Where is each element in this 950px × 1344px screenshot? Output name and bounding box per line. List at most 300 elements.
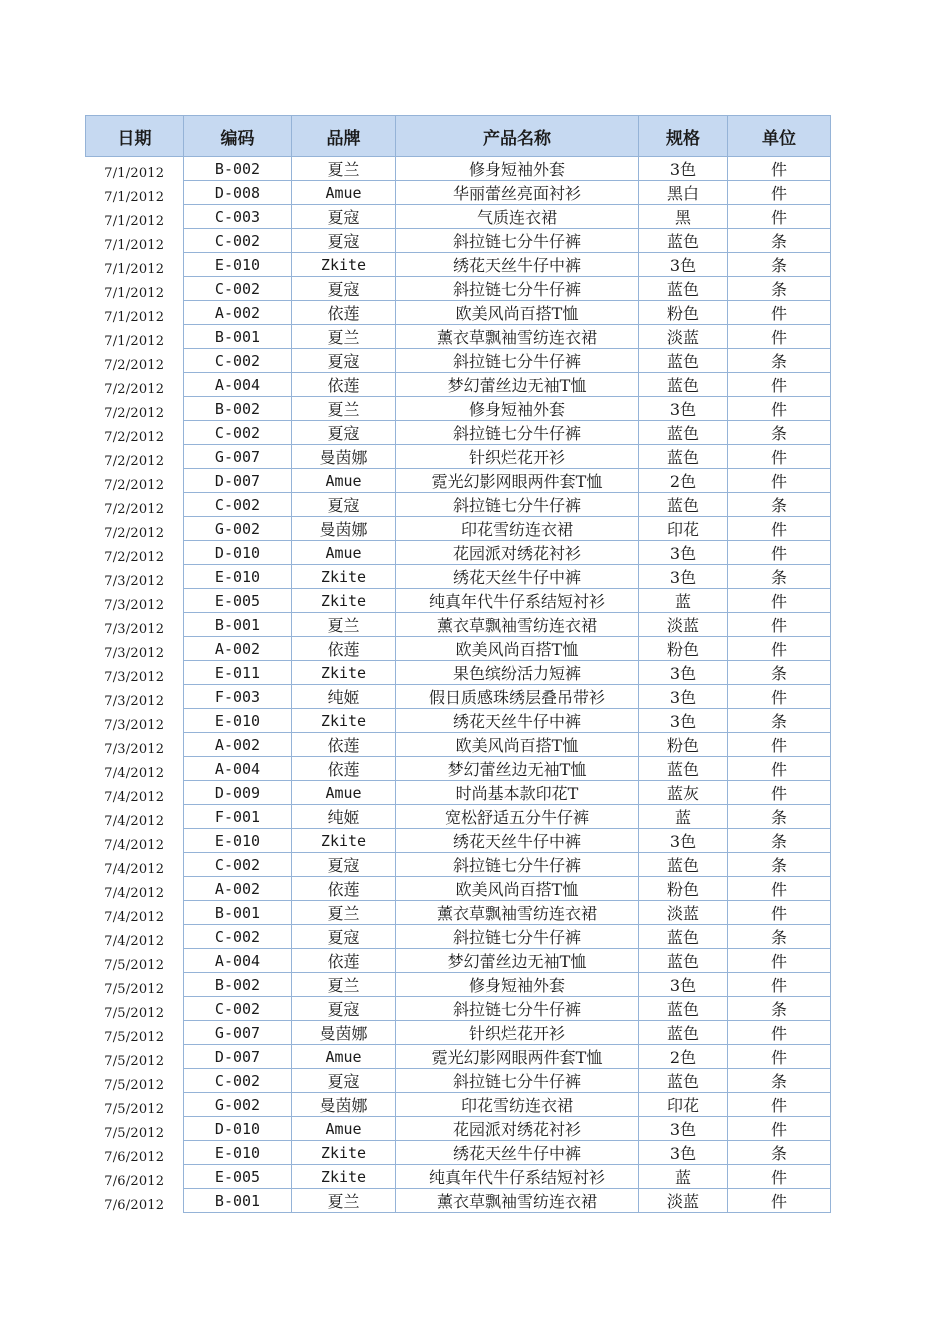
- unit-cell: 条: [728, 661, 831, 685]
- product-name-cell: 梦幻蕾丝边无袖T恤: [396, 949, 639, 973]
- unit-cell: 件: [728, 637, 831, 661]
- date-cell: 7/4/2012: [104, 885, 165, 901]
- table-row: [86, 1069, 831, 1093]
- product-name-cell: 华丽蕾丝亮面衬衫: [396, 181, 639, 205]
- brand-cell: Zkite: [292, 253, 396, 277]
- brand-cell: 依莲: [292, 949, 396, 973]
- code-cell: E-011: [184, 661, 292, 685]
- spec-cell: 3色: [639, 709, 728, 733]
- unit-cell: 条: [728, 493, 831, 517]
- unit-cell: 件: [728, 1117, 831, 1141]
- code-cell: B-001: [184, 901, 292, 925]
- code-cell: C-002: [184, 349, 292, 373]
- spec-cell: 蓝色: [639, 1069, 728, 1093]
- table-row: [86, 253, 831, 277]
- brand-cell: 夏兰: [292, 973, 396, 997]
- unit-cell: 条: [728, 853, 831, 877]
- date-cell: 7/2/2012: [104, 381, 165, 397]
- code-cell: F-003: [184, 685, 292, 709]
- code-cell: D-008: [184, 181, 292, 205]
- unit-cell: 件: [728, 757, 831, 781]
- brand-cell: 夏寇: [292, 277, 396, 301]
- table-row: [86, 517, 831, 541]
- code-cell: B-001: [184, 1189, 292, 1213]
- product-name-cell: 斜拉链七分牛仔裤: [396, 349, 639, 373]
- spec-cell: 粉色: [639, 877, 728, 901]
- spec-cell: 蓝色: [639, 1021, 728, 1045]
- table-row: [86, 637, 831, 661]
- table-row: [86, 973, 831, 997]
- table-row: [86, 589, 831, 613]
- brand-cell: Amue: [292, 1045, 396, 1069]
- brand-cell: Zkite: [292, 565, 396, 589]
- brand-cell: 夏寇: [292, 997, 396, 1021]
- unit-cell: 件: [728, 517, 831, 541]
- brand-cell: 夏寇: [292, 229, 396, 253]
- unit-cell: 条: [728, 829, 831, 853]
- date-cell: 7/5/2012: [104, 1125, 165, 1141]
- code-cell: C-002: [184, 493, 292, 517]
- unit-cell: 件: [728, 1189, 831, 1213]
- code-cell: E-005: [184, 589, 292, 613]
- brand-cell: 曼茵娜: [292, 1093, 396, 1117]
- date-cell: 7/1/2012: [104, 261, 165, 277]
- table-row: [86, 1141, 831, 1165]
- date-cell: 7/3/2012: [104, 693, 165, 709]
- code-cell: B-002: [184, 973, 292, 997]
- date-cell: 7/3/2012: [104, 741, 165, 757]
- spec-cell: 黑: [639, 205, 728, 229]
- brand-cell: Zkite: [292, 589, 396, 613]
- table-row: [86, 493, 831, 517]
- brand-cell: 夏寇: [292, 349, 396, 373]
- spec-cell: 3色: [639, 541, 728, 565]
- unit-cell: 件: [728, 181, 831, 205]
- spec-cell: 淡蓝: [639, 1189, 728, 1213]
- table-row: [86, 1165, 831, 1189]
- table-row: [86, 229, 831, 253]
- spec-cell: 淡蓝: [639, 901, 728, 925]
- spec-cell: 3色: [639, 685, 728, 709]
- table-row: [86, 541, 831, 565]
- table-row: [86, 829, 831, 853]
- date-cell: 7/4/2012: [104, 933, 165, 949]
- spec-cell: 蓝: [639, 1165, 728, 1189]
- table-row: [86, 373, 831, 397]
- brand-cell: 纯姬: [292, 685, 396, 709]
- code-cell: B-002: [184, 397, 292, 421]
- brand-cell: 夏兰: [292, 397, 396, 421]
- spec-cell: 蓝色: [639, 997, 728, 1021]
- table-row: [86, 1045, 831, 1069]
- date-cell: 7/6/2012: [104, 1197, 165, 1213]
- product-name-cell: 花园派对绣花衬衫: [396, 1117, 639, 1141]
- unit-cell: 条: [728, 565, 831, 589]
- product-name-cell: 斜拉链七分牛仔裤: [396, 493, 639, 517]
- product-name-cell: 梦幻蕾丝边无袖T恤: [396, 373, 639, 397]
- product-name-cell: 花园派对绣花衬衫: [396, 541, 639, 565]
- date-cell: 7/2/2012: [104, 357, 165, 373]
- brand-cell: 曼茵娜: [292, 517, 396, 541]
- date-cell: 7/1/2012: [104, 189, 165, 205]
- unit-cell: 件: [728, 589, 831, 613]
- table-row: [86, 733, 831, 757]
- code-cell: B-001: [184, 325, 292, 349]
- date-cell: 7/4/2012: [104, 861, 165, 877]
- spec-cell: 蓝色: [639, 229, 728, 253]
- table-row: [86, 205, 831, 229]
- code-cell: A-004: [184, 373, 292, 397]
- table-row: [86, 157, 831, 181]
- product-name-cell: 欧美风尚百搭T恤: [396, 637, 639, 661]
- spec-cell: 蓝: [639, 805, 728, 829]
- unit-cell: 件: [728, 685, 831, 709]
- brand-cell: Amue: [292, 469, 396, 493]
- code-cell: A-002: [184, 877, 292, 901]
- table-row: [86, 301, 831, 325]
- code-cell: D-010: [184, 1117, 292, 1141]
- table-row: [86, 757, 831, 781]
- code-cell: C-002: [184, 853, 292, 877]
- spec-cell: 印花: [639, 1093, 728, 1117]
- spec-cell: 蓝色: [639, 853, 728, 877]
- spec-cell: 3色: [639, 397, 728, 421]
- product-name-cell: 修身短袖外套: [396, 973, 639, 997]
- header-date: 日期: [86, 116, 184, 157]
- code-cell: G-007: [184, 445, 292, 469]
- unit-cell: 件: [728, 541, 831, 565]
- header-brand: 品牌: [292, 116, 396, 157]
- table-row: [86, 709, 831, 733]
- unit-cell: 条: [728, 229, 831, 253]
- date-cell: 7/2/2012: [104, 453, 165, 469]
- table-row: [86, 397, 831, 421]
- code-cell: B-002: [184, 157, 292, 181]
- code-cell: C-002: [184, 229, 292, 253]
- table-row: [86, 685, 831, 709]
- table-row: [86, 877, 831, 901]
- date-cell: 7/1/2012: [104, 213, 165, 229]
- spec-cell: 3色: [639, 1141, 728, 1165]
- spec-cell: 3色: [639, 565, 728, 589]
- brand-cell: Amue: [292, 1117, 396, 1141]
- date-cell: 7/1/2012: [104, 165, 165, 181]
- table-row: [86, 277, 831, 301]
- spec-cell: 蓝色: [639, 445, 728, 469]
- date-cell: 7/2/2012: [104, 549, 165, 565]
- product-name-cell: 斜拉链七分牛仔裤: [396, 1069, 639, 1093]
- brand-cell: 依莲: [292, 301, 396, 325]
- date-cell: 7/3/2012: [104, 717, 165, 733]
- date-cell: 7/5/2012: [104, 1077, 165, 1093]
- table-row: [86, 1117, 831, 1141]
- code-cell: D-009: [184, 781, 292, 805]
- product-name-cell: 修身短袖外套: [396, 397, 639, 421]
- date-cell: 7/5/2012: [104, 1005, 165, 1021]
- table-row: [86, 949, 831, 973]
- date-cell: 7/1/2012: [104, 333, 165, 349]
- table-row: [86, 325, 831, 349]
- product-name-cell: 薰衣草飘袖雪纺连衣裙: [396, 613, 639, 637]
- unit-cell: 件: [728, 157, 831, 181]
- table-header: [86, 116, 831, 157]
- code-cell: E-010: [184, 253, 292, 277]
- table-row: [86, 661, 831, 685]
- table-body: [86, 157, 831, 1213]
- date-cell: 7/3/2012: [104, 669, 165, 685]
- brand-cell: 夏兰: [292, 325, 396, 349]
- spec-cell: 粉色: [639, 637, 728, 661]
- spec-cell: 印花: [639, 517, 728, 541]
- date-cell: 7/1/2012: [104, 237, 165, 253]
- brand-cell: 夏寇: [292, 421, 396, 445]
- spec-cell: 淡蓝: [639, 613, 728, 637]
- product-name-cell: 斜拉链七分牛仔裤: [396, 421, 639, 445]
- code-cell: A-004: [184, 757, 292, 781]
- brand-cell: 夏寇: [292, 853, 396, 877]
- spec-cell: 3色: [639, 973, 728, 997]
- date-cell: 7/5/2012: [104, 957, 165, 973]
- brand-cell: 曼茵娜: [292, 445, 396, 469]
- spec-cell: 蓝灰: [639, 781, 728, 805]
- product-name-cell: 时尚基本款印花T: [396, 781, 639, 805]
- date-cell: 7/5/2012: [104, 1053, 165, 1069]
- table-row: [86, 565, 831, 589]
- date-cell: 7/2/2012: [104, 405, 165, 421]
- spec-cell: 2色: [639, 1045, 728, 1069]
- spec-cell: 蓝色: [639, 421, 728, 445]
- product-name-cell: 宽松舒适五分牛仔裤: [396, 805, 639, 829]
- table-row: [86, 613, 831, 637]
- code-cell: E-010: [184, 709, 292, 733]
- unit-cell: 件: [728, 877, 831, 901]
- spec-cell: 黑白: [639, 181, 728, 205]
- header-spec: 规格: [639, 116, 728, 157]
- product-name-cell: 针织烂花开衫: [396, 445, 639, 469]
- spec-cell: 蓝色: [639, 373, 728, 397]
- table-row: [86, 853, 831, 877]
- product-name-cell: 欧美风尚百搭T恤: [396, 877, 639, 901]
- date-cell: 7/4/2012: [104, 813, 165, 829]
- unit-cell: 条: [728, 277, 831, 301]
- spec-cell: 蓝色: [639, 757, 728, 781]
- table-row: [86, 1021, 831, 1045]
- brand-cell: 夏兰: [292, 901, 396, 925]
- product-name-cell: 斜拉链七分牛仔裤: [396, 997, 639, 1021]
- header-row: [86, 116, 831, 157]
- unit-cell: 条: [728, 1141, 831, 1165]
- code-cell: C-002: [184, 421, 292, 445]
- product-name-cell: 薰衣草飘袖雪纺连衣裙: [396, 1189, 639, 1213]
- date-cell: 7/2/2012: [104, 525, 165, 541]
- spec-cell: 淡蓝: [639, 325, 728, 349]
- product-name-cell: 斜拉链七分牛仔裤: [396, 853, 639, 877]
- brand-cell: 夏兰: [292, 1189, 396, 1213]
- unit-cell: 件: [728, 901, 831, 925]
- brand-cell: Amue: [292, 781, 396, 805]
- product-name-cell: 梦幻蕾丝边无袖T恤: [396, 757, 639, 781]
- header-unit: 单位: [728, 116, 831, 157]
- table-row: [86, 1093, 831, 1117]
- unit-cell: 条: [728, 925, 831, 949]
- spec-cell: 蓝色: [639, 493, 728, 517]
- unit-cell: 件: [728, 205, 831, 229]
- table-row: [86, 349, 831, 373]
- brand-cell: 夏寇: [292, 205, 396, 229]
- date-cell: 7/3/2012: [104, 621, 165, 637]
- date-cell: 7/3/2012: [104, 597, 165, 613]
- unit-cell: 条: [728, 805, 831, 829]
- unit-cell: 件: [728, 469, 831, 493]
- product-name-cell: 斜拉链七分牛仔裤: [396, 229, 639, 253]
- product-name-cell: 针织烂花开衫: [396, 1021, 639, 1045]
- brand-cell: 依莲: [292, 637, 396, 661]
- unit-cell: 件: [728, 1021, 831, 1045]
- product-name-cell: 纯真年代牛仔系结短衬衫: [396, 1165, 639, 1189]
- code-cell: E-005: [184, 1165, 292, 1189]
- brand-cell: Zkite: [292, 829, 396, 853]
- code-cell: D-007: [184, 1045, 292, 1069]
- code-cell: C-002: [184, 925, 292, 949]
- unit-cell: 件: [728, 949, 831, 973]
- brand-cell: Zkite: [292, 709, 396, 733]
- brand-cell: Zkite: [292, 1165, 396, 1189]
- product-name-cell: 气质连衣裙: [396, 205, 639, 229]
- date-cell: 7/4/2012: [104, 909, 165, 925]
- table-row: [86, 805, 831, 829]
- product-name-cell: 欧美风尚百搭T恤: [396, 733, 639, 757]
- spec-cell: 3色: [639, 1117, 728, 1141]
- table-row: [86, 781, 831, 805]
- product-name-cell: 欧美风尚百搭T恤: [396, 301, 639, 325]
- product-name-cell: 印花雪纺连衣裙: [396, 517, 639, 541]
- code-cell: A-002: [184, 301, 292, 325]
- brand-cell: 曼茵娜: [292, 1021, 396, 1045]
- product-name-cell: 绣花天丝牛仔中裤: [396, 829, 639, 853]
- table-row: [86, 901, 831, 925]
- spec-cell: 3色: [639, 253, 728, 277]
- unit-cell: 件: [728, 445, 831, 469]
- brand-cell: 依莲: [292, 373, 396, 397]
- product-name-cell: 绣花天丝牛仔中裤: [396, 1141, 639, 1165]
- product-name-cell: 绣花天丝牛仔中裤: [396, 565, 639, 589]
- code-cell: A-002: [184, 733, 292, 757]
- date-cell: 7/5/2012: [104, 1029, 165, 1045]
- brand-cell: 夏兰: [292, 613, 396, 637]
- brand-cell: Zkite: [292, 661, 396, 685]
- code-cell: D-007: [184, 469, 292, 493]
- date-cell: 7/2/2012: [104, 429, 165, 445]
- spec-cell: 蓝色: [639, 925, 728, 949]
- unit-cell: 条: [728, 1069, 831, 1093]
- brand-cell: Amue: [292, 541, 396, 565]
- brand-cell: 纯姬: [292, 805, 396, 829]
- date-cell: 7/5/2012: [104, 981, 165, 997]
- unit-cell: 条: [728, 997, 831, 1021]
- brand-cell: 夏寇: [292, 925, 396, 949]
- date-cell: 7/2/2012: [104, 477, 165, 493]
- date-cell: 7/1/2012: [104, 285, 165, 301]
- code-cell: G-002: [184, 1093, 292, 1117]
- product-name-cell: 纯真年代牛仔系结短衬衫: [396, 589, 639, 613]
- unit-cell: 件: [728, 397, 831, 421]
- spec-cell: 蓝: [639, 589, 728, 613]
- date-cell: 7/4/2012: [104, 789, 165, 805]
- unit-cell: 条: [728, 421, 831, 445]
- unit-cell: 件: [728, 973, 831, 997]
- date-cell: 7/3/2012: [104, 645, 165, 661]
- product-name-cell: 绣花天丝牛仔中裤: [396, 709, 639, 733]
- product-name-cell: 假日质感珠绣层叠吊带衫: [396, 685, 639, 709]
- product-name-cell: 薰衣草飘袖雪纺连衣裙: [396, 901, 639, 925]
- spec-cell: 蓝色: [639, 949, 728, 973]
- code-cell: C-003: [184, 205, 292, 229]
- code-cell: G-007: [184, 1021, 292, 1045]
- date-cell: 7/3/2012: [104, 573, 165, 589]
- table-row: [86, 469, 831, 493]
- date-cell: 7/6/2012: [104, 1173, 165, 1189]
- product-name-cell: 果色缤纷活力短裤: [396, 661, 639, 685]
- spec-cell: 3色: [639, 157, 728, 181]
- product-name-cell: 薰衣草飘袖雪纺连衣裙: [396, 325, 639, 349]
- unit-cell: 件: [728, 1165, 831, 1189]
- product-name-cell: 霓光幻影网眼两件套T恤: [396, 469, 639, 493]
- spec-cell: 2色: [639, 469, 728, 493]
- unit-cell: 件: [728, 1045, 831, 1069]
- product-name-cell: 霓光幻影网眼两件套T恤: [396, 1045, 639, 1069]
- unit-cell: 条: [728, 349, 831, 373]
- product-name-cell: 斜拉链七分牛仔裤: [396, 925, 639, 949]
- date-cell: 7/4/2012: [104, 837, 165, 853]
- date-cell: 7/2/2012: [104, 501, 165, 517]
- table-row: [86, 997, 831, 1021]
- date-cell: 7/1/2012: [104, 309, 165, 325]
- brand-cell: 夏兰: [292, 157, 396, 181]
- code-cell: E-010: [184, 565, 292, 589]
- spec-cell: 蓝色: [639, 277, 728, 301]
- unit-cell: 件: [728, 733, 831, 757]
- unit-cell: 件: [728, 325, 831, 349]
- unit-cell: 条: [728, 709, 831, 733]
- code-cell: A-002: [184, 637, 292, 661]
- unit-cell: 件: [728, 781, 831, 805]
- code-cell: C-002: [184, 997, 292, 1021]
- unit-cell: 件: [728, 301, 831, 325]
- spec-cell: 3色: [639, 661, 728, 685]
- date-cell: 7/5/2012: [104, 1101, 165, 1117]
- code-cell: E-010: [184, 1141, 292, 1165]
- spec-cell: 3色: [639, 829, 728, 853]
- unit-cell: 件: [728, 373, 831, 397]
- date-cell: 7/4/2012: [104, 765, 165, 781]
- table-row: [86, 1189, 831, 1213]
- code-cell: C-002: [184, 1069, 292, 1093]
- product-name-cell: 修身短袖外套: [396, 157, 639, 181]
- table-row: [86, 445, 831, 469]
- code-cell: F-001: [184, 805, 292, 829]
- date-cell: 7/6/2012: [104, 1149, 165, 1165]
- table-row: [86, 925, 831, 949]
- product-name-cell: 斜拉链七分牛仔裤: [396, 277, 639, 301]
- brand-cell: Amue: [292, 181, 396, 205]
- table-row: [86, 421, 831, 445]
- code-cell: B-001: [184, 613, 292, 637]
- product-name-cell: 绣花天丝牛仔中裤: [396, 253, 639, 277]
- inventory-table: [85, 115, 831, 1213]
- brand-cell: Zkite: [292, 1141, 396, 1165]
- product-name-cell: 印花雪纺连衣裙: [396, 1093, 639, 1117]
- spec-cell: 蓝色: [639, 349, 728, 373]
